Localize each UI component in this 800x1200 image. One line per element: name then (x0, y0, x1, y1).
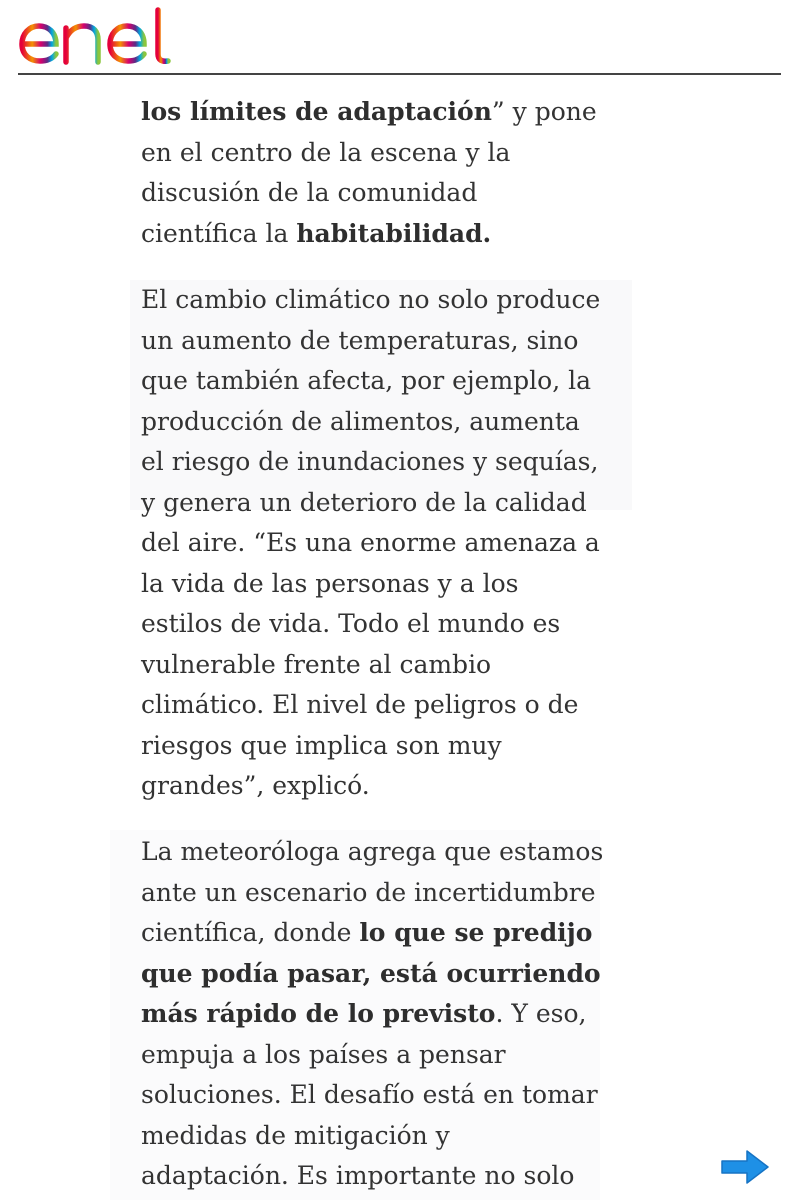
bold-text: habitabilidad. (296, 218, 492, 248)
text-span: científica la (141, 218, 297, 248)
text-line: discusión de la comunidad (141, 178, 478, 207)
text-line: un aumento de temperaturas, sino (141, 325, 579, 355)
text-line (141, 214, 601, 255)
text-line: medidas de mitigación y (141, 1120, 450, 1150)
text-line: del aire. “Es una enorme amenaza a (141, 528, 600, 557)
text-line: grandes”, explicó. (141, 771, 370, 800)
text-line: riesgos que implica son muy (141, 730, 502, 760)
text-line: adaptación. Es importante no solo (141, 1161, 575, 1190)
bold-text: más rápido de lo previsto (141, 999, 496, 1028)
text-span: . Y eso, (495, 999, 587, 1028)
bold-text: que podía pasar, está ocurriendo (141, 958, 601, 988)
text-line: empuja a los países a pensar (141, 1039, 506, 1069)
article-paragraph-2 (141, 280, 601, 807)
text-line (141, 92, 601, 133)
bold-text: lo que se predijo (359, 918, 593, 947)
header-divider (18, 73, 781, 75)
text-line: la vida de las personas y a los (141, 568, 519, 598)
text-span: científica, donde (141, 918, 360, 947)
text-line: La meteoróloga agrega que estamos (141, 837, 604, 866)
text-line (141, 913, 601, 954)
enel-logo[interactable] (18, 6, 183, 68)
text-line: El cambio climático no solo produce (141, 285, 601, 314)
text-line: vulnerable frente al cambio (141, 649, 492, 679)
text-span: ” y pone (491, 97, 597, 126)
article-paragraph-3 (141, 832, 604, 1197)
site-header (0, 0, 800, 75)
arrow-right-icon[interactable] (719, 1148, 771, 1186)
text-line: climático. El nivel de peligros o de (141, 690, 579, 719)
bold-text: los límites de adaptación (141, 97, 492, 126)
article-paragraph-1 (141, 92, 601, 254)
text-line: y genera un deterioro de la calidad (141, 487, 587, 517)
text-line (141, 954, 601, 995)
text-line: en el centro de la escena y la (141, 137, 511, 167)
text-line: soluciones. El desafío está en tomar (141, 1080, 598, 1109)
text-line: ante un escenario de incertidumbre (141, 877, 596, 907)
text-line (141, 994, 601, 1035)
text-line: que también afecta, por ejemplo, la (141, 366, 591, 395)
text-line: estilos de vida. Todo el mundo es (141, 609, 561, 638)
text-line: el riesgo de inundaciones y sequías, (141, 447, 599, 476)
text-line: producción de alimentos, aumenta (141, 406, 580, 436)
